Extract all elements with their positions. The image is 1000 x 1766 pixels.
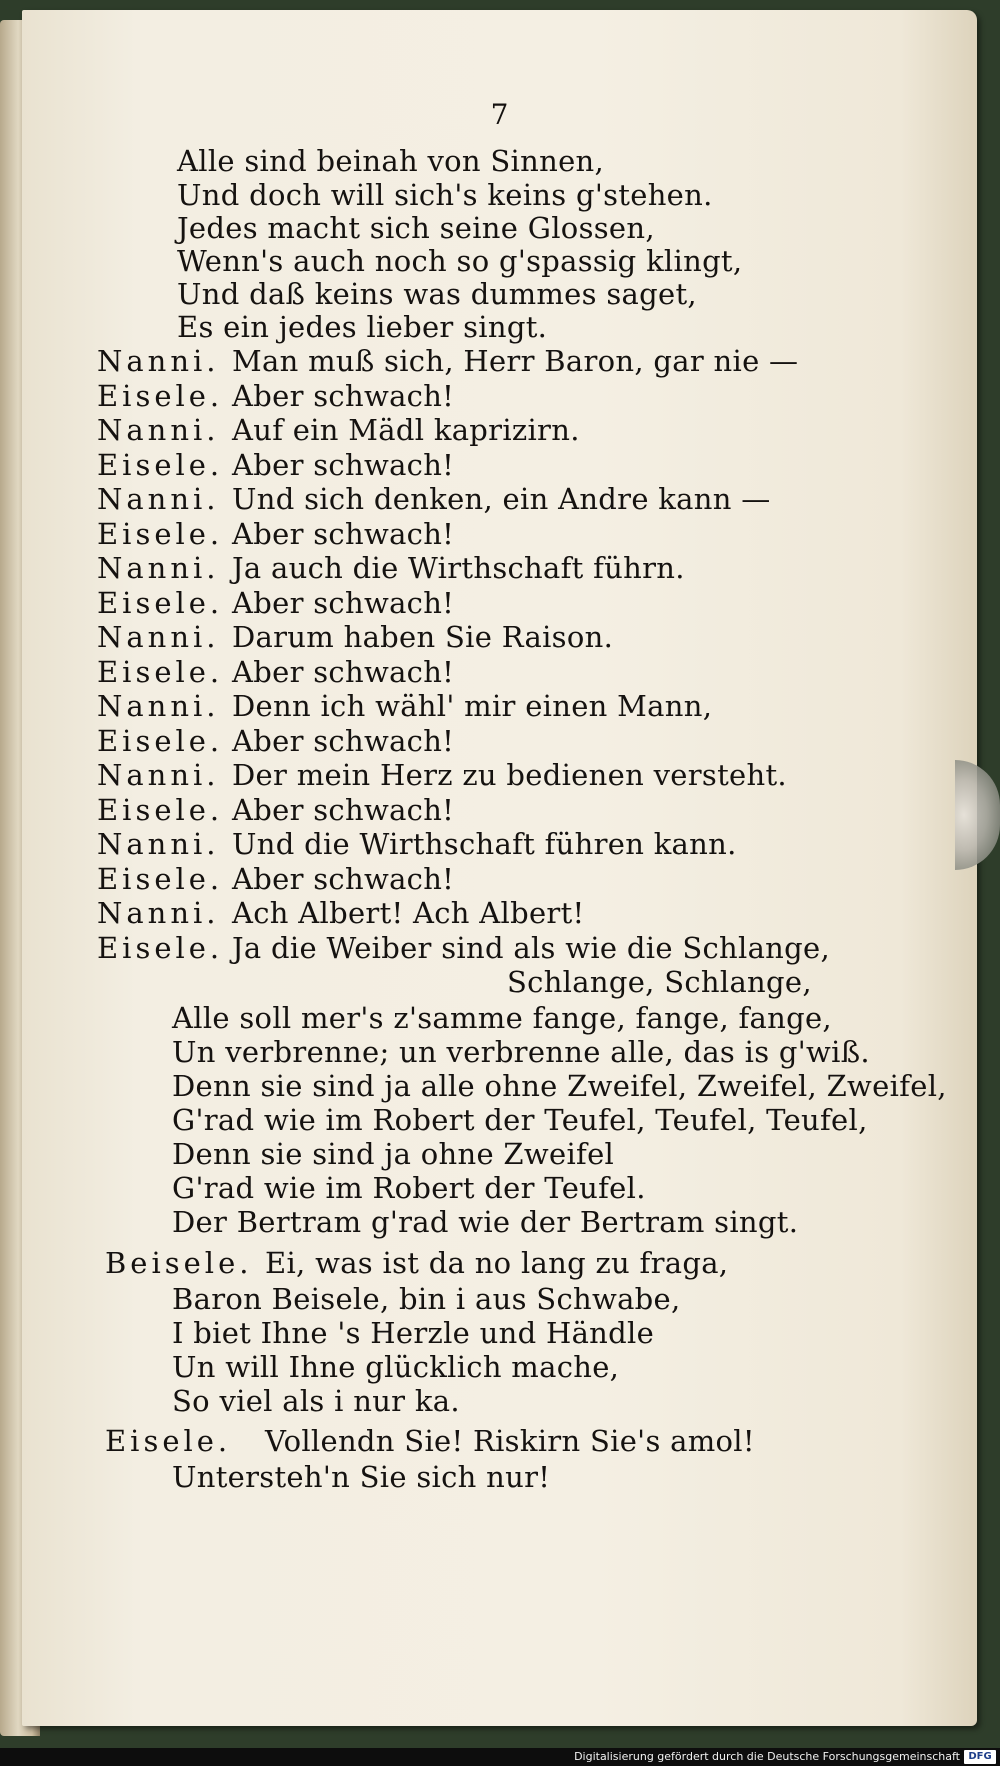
dialogue-line: Und sich denken, ein Andre kann —	[232, 482, 771, 516]
verse-line: Der Bertram g'rad wie der Bertram singt.	[172, 1205, 799, 1239]
dialogue-line: I biet Ihne 's Herzle und Händle	[172, 1316, 655, 1350]
dialogue-line: Man muß sich, Herr Baron, gar nie —	[232, 344, 799, 378]
verse-line: Jedes macht sich seine Glossen,	[177, 211, 655, 245]
speaker-name: Nanni.	[97, 551, 220, 585]
dialogue-line: Aber schwach!	[232, 724, 455, 758]
speaker-name: Eisele.	[97, 931, 224, 965]
dialogue-line: Aber schwach!	[232, 793, 455, 827]
verse-line: G'rad wie im Robert der Teufel, Teufel, Teufel,	[172, 1103, 868, 1137]
speaker-name: Nanni.	[97, 620, 220, 654]
speaker-name: Nanni.	[97, 689, 220, 723]
dialogue-line: Untersteh'n Sie sich nur!	[172, 1460, 551, 1494]
verse-line: Und daß keins was dummes saget,	[177, 277, 697, 311]
verse-line: Denn sie sind ja alle ohne Zweifel, Zweifel, Zweifel,	[172, 1069, 947, 1103]
dialogue-line: Darum haben Sie Raison.	[232, 620, 614, 654]
verse-line: Un verbrenne; un verbrenne alle, das is g'wiß.	[172, 1035, 870, 1069]
dialogue-line: Vollendn Sie! Riskirn Sie's amol!	[265, 1424, 755, 1458]
dialogue-line: Der mein Herz zu bedienen versteht.	[232, 758, 787, 792]
speaker-name: Eisele.	[97, 724, 224, 758]
dialogue-line: Ja die Weiber sind als wie die Schlange,	[232, 931, 830, 965]
dialogue-line: Auf ein Mädl kaprizirn.	[232, 413, 580, 447]
dialogue-line: Aber schwach!	[232, 655, 455, 689]
speaker-name: Nanni.	[97, 827, 220, 861]
speaker-name: Eisele.	[97, 793, 224, 827]
dialogue-line: Und die Wirthschaft führen kann.	[232, 827, 737, 861]
dialogue-line: Ja auch die Wirthschaft führn.	[232, 551, 685, 585]
speaker-name: Nanni.	[97, 896, 220, 930]
speaker-name: Eisele.	[97, 379, 224, 413]
dfg-logo: DFG	[964, 1750, 996, 1764]
digitization-credit: Digitalisierung gefördert durch die Deutsche Forschungsgemeinschaft	[574, 1750, 960, 1763]
dialogue-line: Aber schwach!	[232, 517, 455, 551]
dialogue-line: Aber schwach!	[232, 862, 455, 896]
verse-line: Wenn's auch noch so g'spassig klingt,	[177, 244, 743, 278]
verse-line: Alle sind beinah von Sinnen,	[177, 144, 605, 178]
verse-line: Und doch will sich's keins g'stehen.	[177, 178, 713, 212]
dialogue-line: Aber schwach!	[232, 448, 455, 482]
verse-line: Denn sie sind ja ohne Zweifel	[172, 1137, 615, 1171]
speaker-name: Nanni.	[97, 758, 220, 792]
dialogue-line: Ei, was ist da no lang zu fraga,	[265, 1246, 729, 1280]
dialogue-line: Un will Ihne glücklich mache,	[172, 1350, 620, 1384]
speaker-name: Eisele.	[97, 448, 224, 482]
speaker-name: Eisele.	[97, 586, 224, 620]
verse-line: G'rad wie im Robert der Teufel.	[172, 1171, 646, 1205]
dialogue-line: Aber schwach!	[232, 586, 455, 620]
dialogue-line: So viel als i nur ka.	[172, 1384, 460, 1418]
dialogue-line: Ach Albert! Ach Albert!	[232, 896, 585, 930]
verse-line: Alle soll mer's z'samme fange, fange, fange,	[172, 1001, 832, 1035]
verse-line: Es ein jedes lieber singt.	[177, 310, 548, 344]
dialogue-line: Denn ich wähl' mir einen Mann,	[232, 689, 713, 723]
speaker-name: Nanni.	[97, 344, 220, 378]
dialogue-line: Baron Beisele, bin i aus Schwabe,	[172, 1282, 681, 1316]
page-curl	[955, 760, 1000, 870]
dialogue-continuation: Schlange, Schlange,	[507, 965, 812, 999]
speaker-name: Nanni.	[97, 482, 220, 516]
dialogue-line: Aber schwach!	[232, 379, 455, 413]
page-number: 7	[490, 98, 509, 131]
speaker-name: Eisele.	[97, 517, 224, 551]
speaker-name: Eisele.	[97, 655, 224, 689]
book-page	[22, 10, 977, 1726]
speaker-name: Eisele.	[97, 862, 224, 896]
speaker-name: Nanni.	[97, 413, 220, 447]
speaker-name: Beisele.	[105, 1246, 253, 1280]
speaker-name: Eisele.	[105, 1424, 232, 1458]
